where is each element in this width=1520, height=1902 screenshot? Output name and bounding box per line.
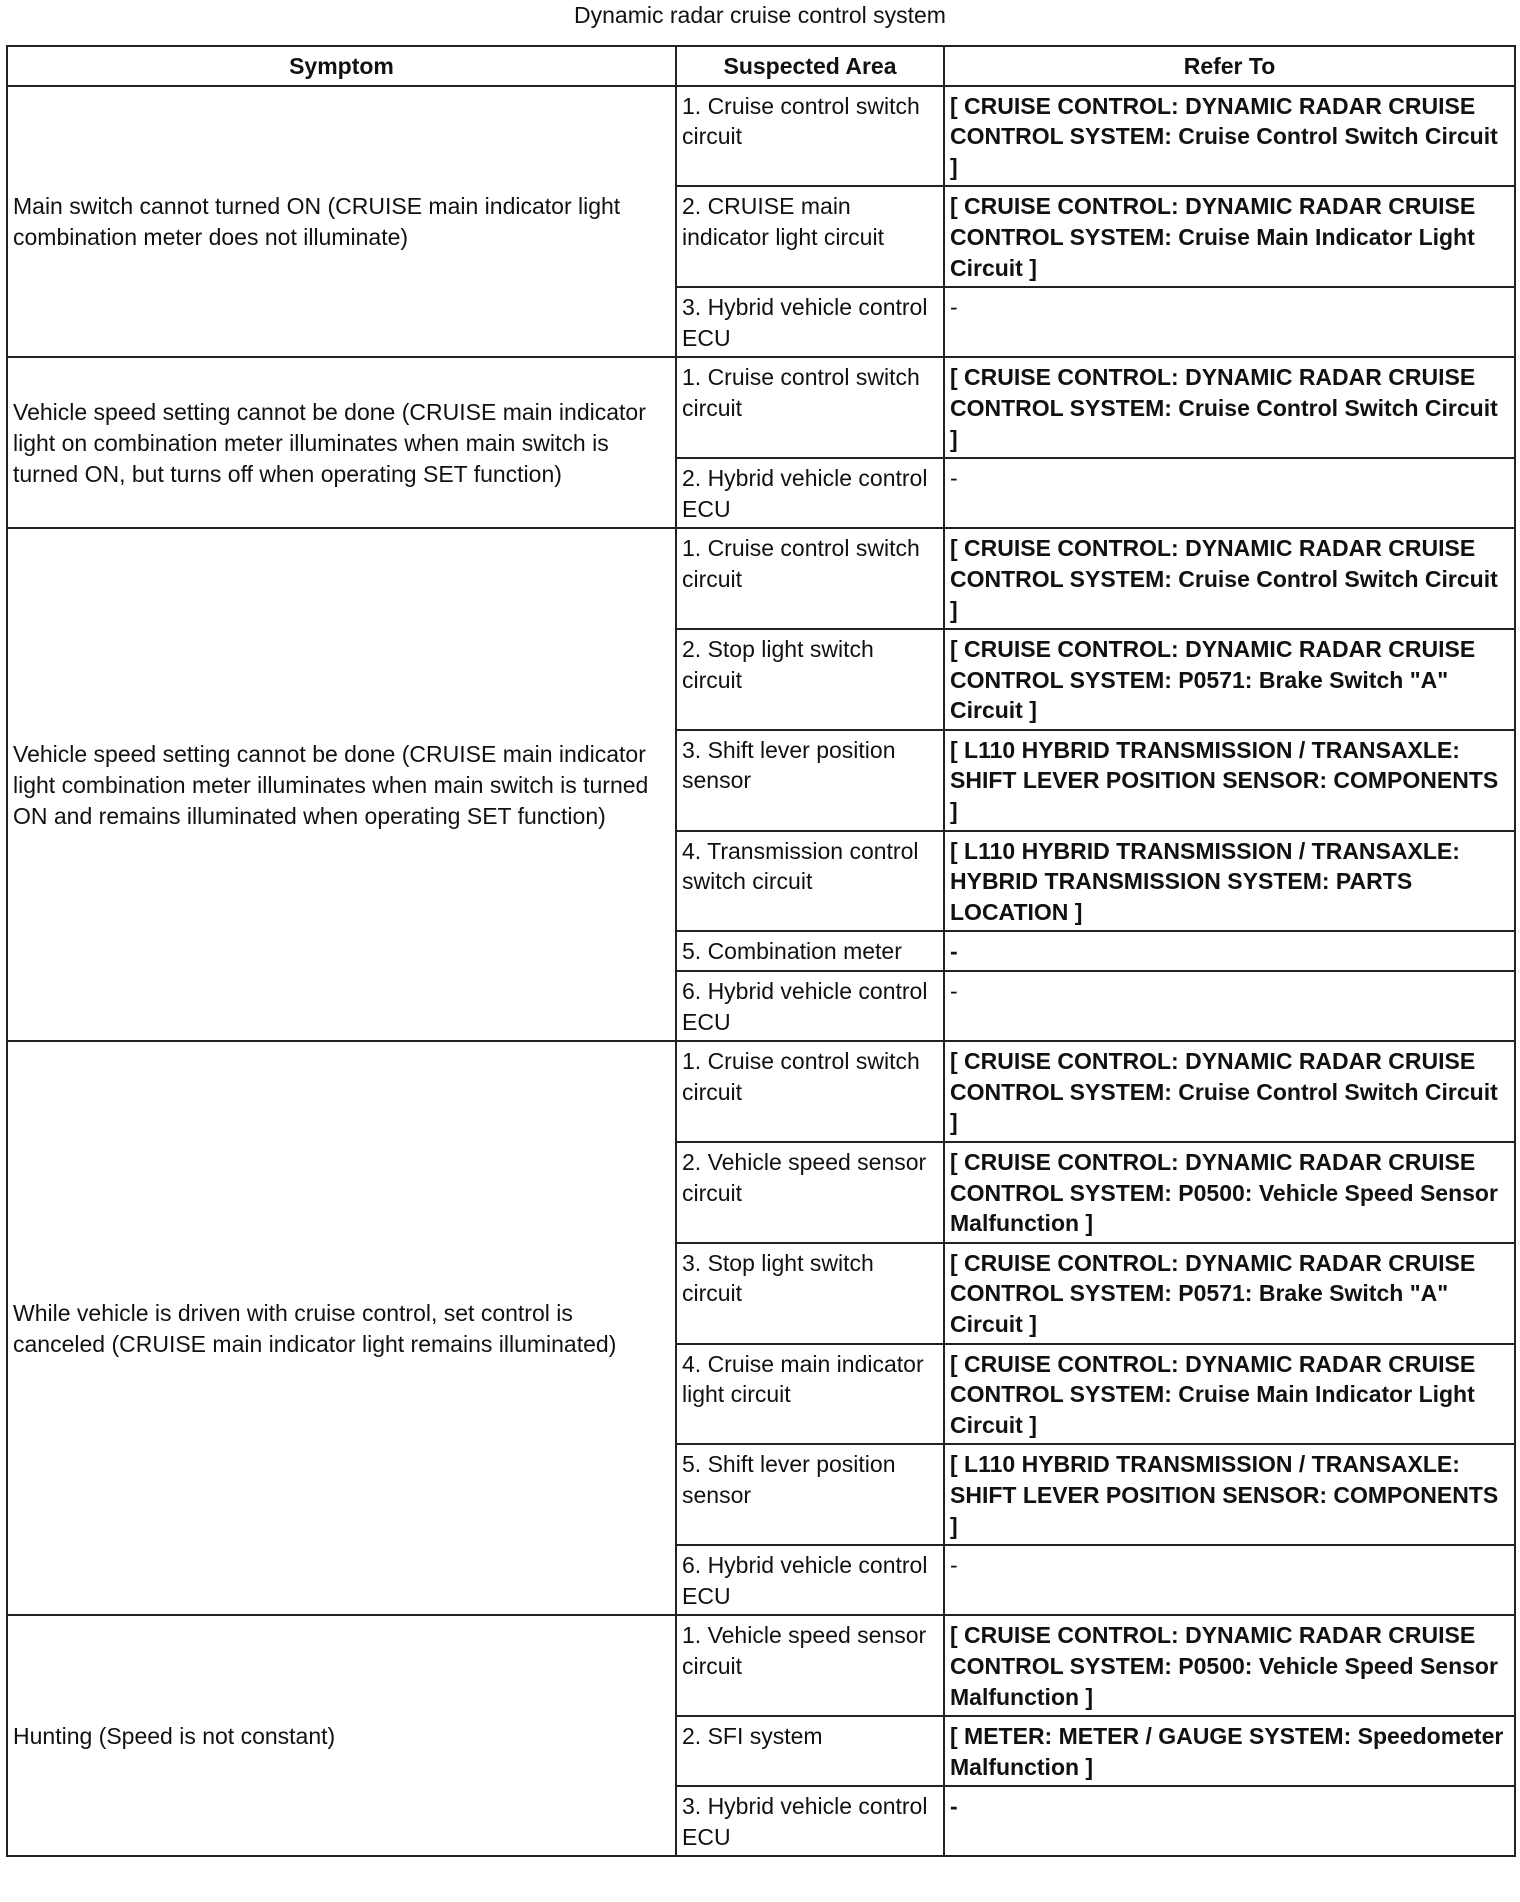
suspected-area-cell: 2. CRUISE main indicator light circuit (676, 186, 944, 287)
refer-to-link[interactable]: [ CRUISE CONTROL: DYNAMIC RADAR CRUISE CONTROL SYSTEM: Cruise Main Indicator Light Circuit ] (944, 186, 1515, 287)
table-caption: Dynamic radar cruise control system (574, 2, 946, 28)
table-row (7, 357, 1515, 458)
refer-to-link[interactable]: [ CRUISE CONTROL: DYNAMIC RADAR CRUISE CONTROL SYSTEM: Cruise Control Switch Circuit ] (944, 528, 1515, 629)
suspected-area-cell: 2. SFI system (676, 1716, 944, 1786)
refer-to-cell-empty: - (944, 931, 1515, 971)
suspected-area-cell: 2. Hybrid vehicle control ECU (676, 458, 944, 528)
refer-to-link[interactable]: [ L110 HYBRID TRANSMISSION / TRANSAXLE: HYBRID TRANSMISSION SYSTEM: PARTS LOCATION ] (944, 831, 1515, 932)
suspected-area-cell: 5. Combination meter (676, 931, 944, 971)
suspected-area-cell: 6. Hybrid vehicle control ECU (676, 1545, 944, 1615)
refer-to-cell-empty: - (944, 1786, 1515, 1856)
refer-to-link[interactable]: [ METER: METER / GAUGE SYSTEM: Speedometer Malfunction ] (944, 1716, 1515, 1786)
suspected-area-cell: 3. Stop light switch circuit (676, 1243, 944, 1344)
header-symptom: Symptom (7, 46, 676, 86)
suspected-area-cell: 1. Cruise control switch circuit (676, 1041, 944, 1142)
table-row (7, 528, 1515, 629)
header-refer-to: Refer To (944, 46, 1515, 86)
symptom-cell: Hunting (Speed is not constant) (7, 1615, 676, 1856)
refer-to-link[interactable]: [ CRUISE CONTROL: DYNAMIC RADAR CRUISE CONTROL SYSTEM: P0500: Vehicle Speed Sensor Malfunction ] (944, 1615, 1515, 1716)
table-row (7, 86, 1515, 187)
refer-to-link[interactable]: [ CRUISE CONTROL: DYNAMIC RADAR CRUISE CONTROL SYSTEM: P0571: Brake Switch "A" Circuit ] (944, 1243, 1515, 1344)
refer-to-link[interactable]: [ CRUISE CONTROL: DYNAMIC RADAR CRUISE CONTROL SYSTEM: P0500: Vehicle Speed Sensor Malfunction ] (944, 1142, 1515, 1243)
table-body (7, 86, 1515, 1857)
header-suspected-area: Suspected Area (676, 46, 944, 86)
suspected-area-cell: 1. Cruise control switch circuit (676, 357, 944, 458)
suspected-area-cell: 6. Hybrid vehicle control ECU (676, 971, 944, 1041)
suspected-area-cell: 2. Stop light switch circuit (676, 629, 944, 730)
refer-to-cell-empty: - (944, 971, 1515, 1041)
refer-to-link[interactable]: [ L110 HYBRID TRANSMISSION / TRANSAXLE: SHIFT LEVER POSITION SENSOR: COMPONENTS ] (944, 1444, 1515, 1545)
refer-to-cell-empty: - (944, 287, 1515, 357)
suspected-area-cell: 1. Vehicle speed sensor circuit (676, 1615, 944, 1716)
suspected-area-cell: 4. Transmission control switch circuit (676, 831, 944, 932)
table-row (7, 1615, 1515, 1716)
refer-to-link[interactable]: [ L110 HYBRID TRANSMISSION / TRANSAXLE: SHIFT LEVER POSITION SENSOR: COMPONENTS ] (944, 730, 1515, 831)
suspected-area-cell: 3. Hybrid vehicle control ECU (676, 287, 944, 357)
suspected-area-cell: 3. Hybrid vehicle control ECU (676, 1786, 944, 1856)
symptom-cell: Vehicle speed setting cannot be done (CRUISE main indicator light combination meter illuminates when main switch is turned ON and remains illuminated when operating SET function) (7, 528, 676, 1041)
symptom-cell: Vehicle speed setting cannot be done (CRUISE main indicator light on combination meter illuminates when main switch is turned ON, but turns off when operating SET function) (7, 357, 676, 528)
refer-to-link[interactable]: [ CRUISE CONTROL: DYNAMIC RADAR CRUISE CONTROL SYSTEM: P0571: Brake Switch "A" Circuit ] (944, 629, 1515, 730)
suspected-area-cell: 1. Cruise control switch circuit (676, 528, 944, 629)
refer-to-cell-empty: - (944, 458, 1515, 528)
refer-to-link[interactable]: [ CRUISE CONTROL: DYNAMIC RADAR CRUISE CONTROL SYSTEM: Cruise Control Switch Circuit ] (944, 1041, 1515, 1142)
refer-to-link[interactable]: [ CRUISE CONTROL: DYNAMIC RADAR CRUISE CONTROL SYSTEM: Cruise Main Indicator Light Circuit ] (944, 1344, 1515, 1445)
refer-to-link[interactable]: [ CRUISE CONTROL: DYNAMIC RADAR CRUISE CONTROL SYSTEM: Cruise Control Switch Circuit ] (944, 357, 1515, 458)
suspected-area-cell: 3. Shift lever position sensor (676, 730, 944, 831)
suspected-area-cell: 5. Shift lever position sensor (676, 1444, 944, 1545)
refer-to-link[interactable]: [ CRUISE CONTROL: DYNAMIC RADAR CRUISE CONTROL SYSTEM: Cruise Control Switch Circuit ] (944, 86, 1515, 187)
suspected-area-cell: 2. Vehicle speed sensor circuit (676, 1142, 944, 1243)
refer-to-cell-empty: - (944, 1545, 1515, 1615)
table-row (7, 1041, 1515, 1142)
symptom-cell: While vehicle is driven with cruise control, set control is canceled (CRUISE main indicator light remains illuminated) (7, 1041, 676, 1615)
suspected-area-cell: 1. Cruise control switch circuit (676, 86, 944, 187)
suspected-area-cell: 4. Cruise main indicator light circuit (676, 1344, 944, 1445)
symptom-cell: Main switch cannot turned ON (CRUISE main indicator light combination meter does not illuminate) (7, 86, 676, 358)
table-header-row (7, 46, 1515, 86)
symptom-table (6, 45, 1516, 1857)
